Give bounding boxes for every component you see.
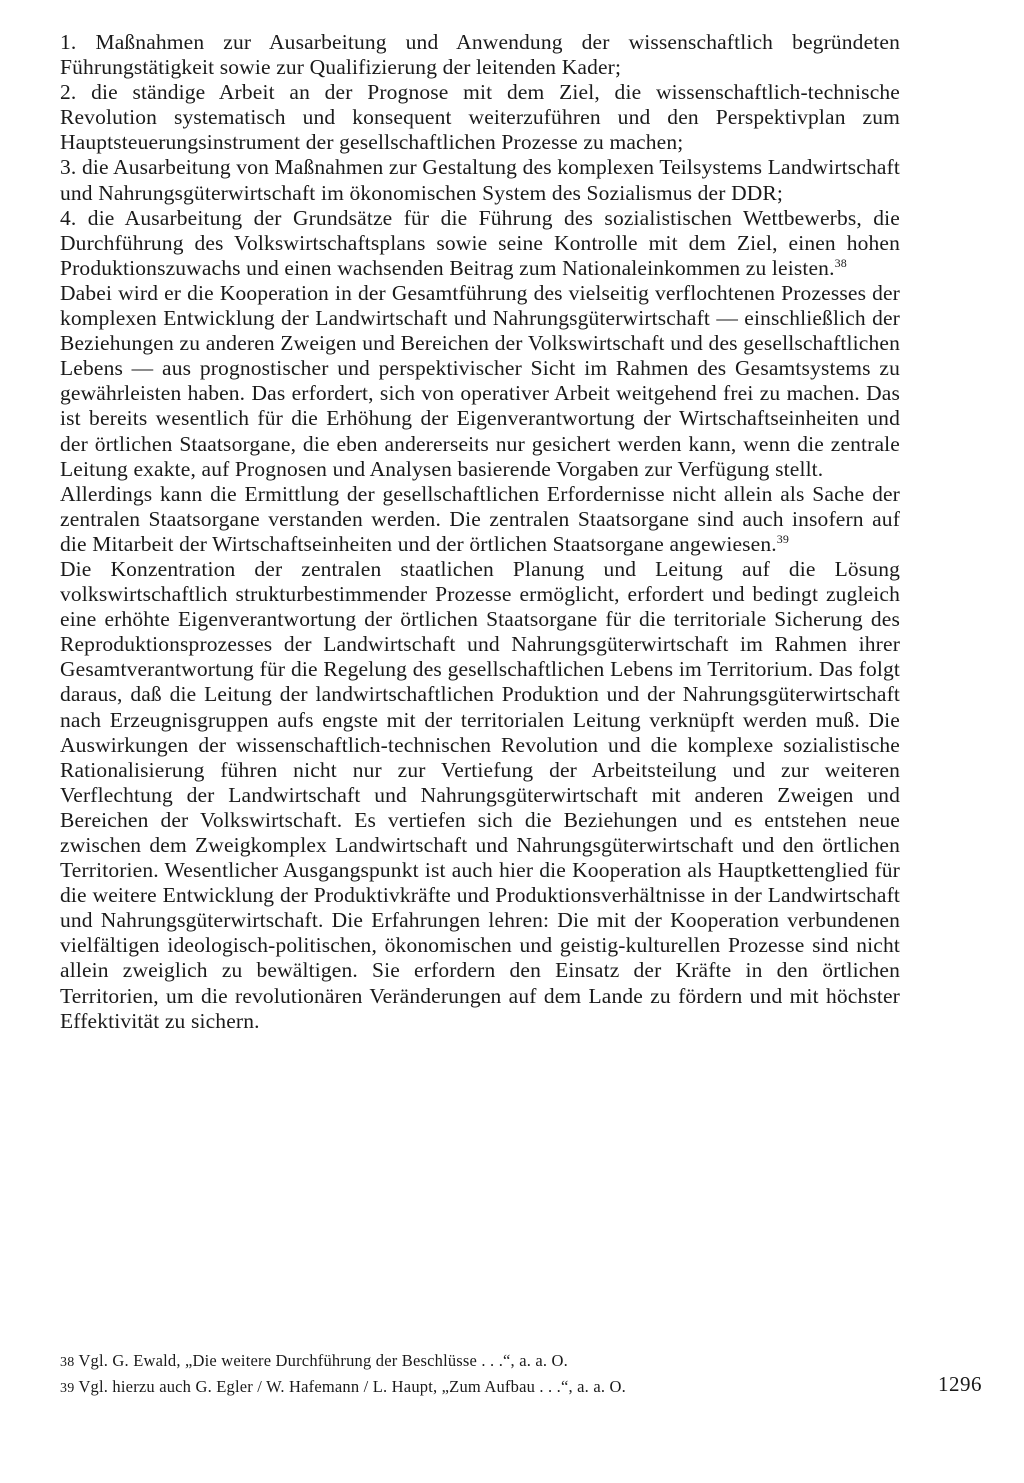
footnote [60,1349,880,1375]
footnote-number: 38 [60,1355,75,1370]
paragraph-text: Allerdings kann die Ermittlung der gesellschaftlichen Erfordernisse nicht allein als Sache der zentralen Staatsorgane verstanden werden. Die zentralen Staatsorgane sind auch insofern auf die Mitarbeit der Wirtschaftseinheiten und der örtlichen Staatsorgane angewiesen. [60,481,900,556]
footnotes [60,1349,880,1401]
footnote-number: 39 [60,1381,75,1396]
paragraph-text: Die Konzentration der zentralen staatlichen Planung und Leitung auf die Lösung volkswirtschaftlich strukturbestimmender Prozesse ermöglicht, erfordert und bedingt zugleich eine erhöhte Eigenverantwortung der örtlichen Staatsorgane für die territoriale Sicherung des Reproduktionsprozesses der Landwirtschaft und Nahrungsgüterwirtschaft im Rahmen ihrer Gesamtverantwortung für die Regelung des gesellschaftlichen Lebens im Territorium. Das folgt daraus, daß die Leitung der landwirtschaftlichen Produktion und der Nahrungsgüterwirtschaft nach Erzeugnisgruppen aufs engste mit der territorialen Leitung verknüpft werden muß. Die Auswirkungen der wissenschaftlich-technischen Revolution und die komplexe sozialistische Rationalisierung führen nicht nur zur Vertiefung der Arbeitsteilung und zur weiteren Verflechtung der Landwirtschaft und Nahrungsgüterwirtschaft mit anderen Zweigen und Bereichen der Volkswirtschaft. Es vertiefen sich die Beziehungen und es entstehen neue zwischen dem Zweigkomplex Landwirtschaft und Nahrungsgüterwirtschaft und den örtlichen Territorien. Wesentlicher Ausgangspunkt ist auch hier die Kooperation als Hauptkettenglied für die weitere Entwicklung der Produktivkräfte und Produktionsverhältnisse in der Landwirtschaft und Nahrungsgüterwirtschaft. Die Erfahrungen lehren: Die mit der Kooperation verbundenen vielfältigen ideologisch-politischen, ökonomischen und geistig-kulturellen Prozesse sind nicht allein zweiglich zu bewältigen. Sie erfordern den Einsatz der Kräfte in den örtlichen Territorien, um die revolutionären Veränderungen auf dem Lande zu fördern und mit höchster Effektivität zu sichern. [60,556,900,1033]
paragraph [60,482,900,557]
paragraph [60,80,900,155]
paragraph [60,30,900,80]
body-text [60,30,900,1034]
footnote-text: Vgl. G. Ewald, „Die weitere Durchführung der Beschlüsse . . .“, a. a. O. [78,1351,568,1370]
page-number: 1296 [938,1372,982,1396]
paragraph-text: Dabei wird er die Kooperation in der Gesamtführung des vielseitig verflochtenen Prozesses der komplexen Entwicklung der Landwirtschaft und Nahrungsgüterwirtschaft — einschließlich der Beziehungen zu anderen Zweigen und Bereichen der Volkswirtschaft und des gesellschaftlichen Lebens — aus prognostischer und perspektivischer Sicht im Rahmen des Gesamtsystems zu gewährleisten haben. Das erfordert, sich von operativer Arbeit weitgehend frei zu machen. Das ist bereits wesentlich für die Erhöhung der Eigenverantwortung der Wirtschaftseinheiten und der örtlichen Staatsorgane, die eben andererseits nur gesichert werden kann, wenn die zentrale Leitung exakte, auf Prognosen und Analysen basierende Vorgaben zur Verfügung stellt. [60,280,900,481]
paragraph [60,557,900,1034]
paragraph [60,155,900,205]
footnote-text: Vgl. hierzu auch G. Egler / W. Hafemann / L. Haupt, „Zum Aufbau . . .“, a. a. O. [78,1377,626,1396]
footnote-reference[interactable]: 38 [834,255,847,270]
paragraph-text: 1. Maßnahmen zur Ausarbeitung und Anwendung der wissenschaftlich begründeten Führungstätigkeit sowie zur Qualifizierung der leitenden Kader; [60,30,900,80]
paragraph [60,281,900,482]
paragraph-text: 4. die Ausarbeitung der Grundsätze für die Führung des sozialistischen Wettbewerbs, die Durchführung des Volkswirtschaftsplans sowie seine Kontrolle mit dem Ziel, einen hohen Produktionszuwachs und einen wachsenden Beitrag zum Nationaleinkommen zu leisten. [60,205,900,280]
paragraph [60,206,900,281]
paragraph-text: 3. die Ausarbeitung von Maßnahmen zur Gestaltung des komplexen Teilsystems Landwirtschaft und Nahrungsgüterwirtschaft im ökonomischen System des Sozialismus der DDR; [60,155,900,205]
footnote-reference[interactable]: 39 [776,531,790,546]
paragraph-text: 2. die ständige Arbeit an der Prognose mit dem Ziel, die wissenschaftlich-technische Revolution systematisch und konsequent weiterzuführen und den Perspektivplan zum Hauptsteuerungsinstrument der gesellschaftlichen Prozesse zu machen; [60,80,900,155]
footnote [60,1375,880,1401]
